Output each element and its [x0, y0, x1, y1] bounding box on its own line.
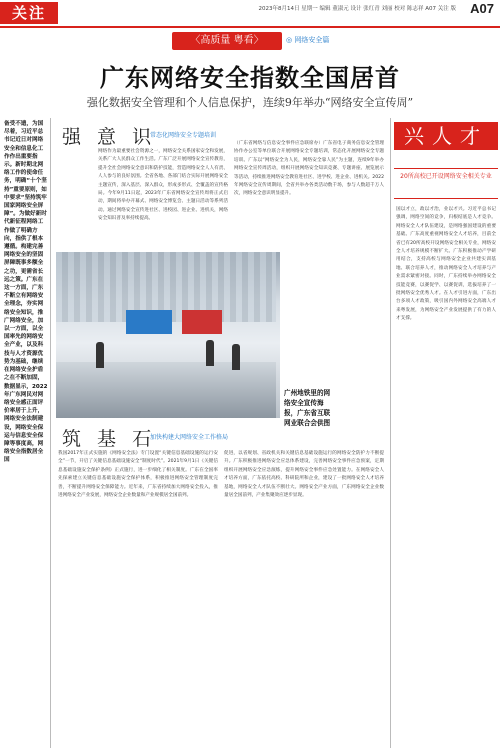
photo-person	[206, 340, 214, 366]
section-subtitle-talent: 20所高校已开设网络安全相关专业	[400, 173, 492, 180]
series-banner	[150, 30, 350, 52]
section-tag: 关注	[0, 2, 58, 24]
photo-person	[96, 342, 104, 368]
section-awareness-col1: 网络作为最重要社会资源之一，网络安全关系国家安全和发展，关系广大人民群众工作生活。广东广泛开展网络安全宣传教育，提升全社会网络安全意识和防护技能，营造网络安全人人有责、人人参与的良好氛围。全省各地、各部门结合实际开展网络安全主题宣传，深入基层、深入群众，形成多形式、全覆盖的宣传格局。今年9月11日起，2023年广东省网络安全宣传周将正式启动，期间将举办开幕式、网络安全博览会、主题日活动等系列活动。通过网络安全宣传进社区、进校园、进企业、进机关，网络安全知识普及率持续提高。	[98, 149, 228, 222]
section-talent-rule-top	[394, 168, 498, 169]
photo-caption: 广州地铁里的网络安全宣传海报，广东省互联网业联合会供图	[284, 389, 331, 427]
page-number: A07	[470, 1, 494, 16]
section-title-foundation: 筑 基 石	[62, 428, 157, 450]
section-subtitle-foundation: 加快构建大网络安全工作格局	[150, 434, 229, 441]
section-title-talent: 兴人才	[394, 122, 498, 150]
lead-sidebar: 备受不遗，为国尽着，习近平总书记近日对网络安全和信息化工作作出重要指示。新时期北网络工作的使命任务，明确“十个坚持”重要原则，如中要求“坚持筑牢国家网络安全屏障”。为做好新时代新征程网络工作做了明确方向，指供了根本遵循。构建完善网络安全的坚固屏障既事多额全之功，更需省长远之策。广东在这一方面，广东不断立有网络安全理念，夯实网络安全知识，推广网络安全，加以一方面，以全国率先的网络安全产业，以及科技与人才资源优势为基础，继续在网络安全护盾之在不断加固，数据显示，2022年广东网民对网络安全感正面评价率居于上升，网络安全法制建设，网络安全保运与信息安全保障等事度高，网络安全指数居全国	[4, 121, 48, 464]
photo-ad-screen-red	[182, 310, 222, 334]
photo-person	[232, 344, 240, 370]
section-talent-rule-bottom	[394, 198, 498, 199]
series-banner-subtitle: ◎ 网络安全篇	[286, 36, 330, 44]
section-foundation-col1: 我国2017年正式实施的《网络安全法》专门设置“关键信息基础设施的运行安全”一节，开启了关键信息基础设施安全“制度时代”。2021年9月1日《关键信息基础设施安全保护条例》正式施行，进一步细化了相关制度。广东在全国率先探索建立关键信息基础设施安全保护体系，积极推进网络安全管理制度完善，不断提升网络安全保障能力。近年来，广东省持续加大网络安全投入，推进网络安全产业发展，网络安全企业数量和产业规模居全国前列。	[58, 451, 218, 499]
photo-floor	[56, 362, 276, 418]
series-banner-title: 〈高质量 粤看〉	[172, 32, 282, 50]
section-awareness-col2: （广东省网络与信息安全事件应急联席办）广东省电子商务信息安全管理协作办公室等单位联合开展网络安全专题培训，常态化开展网络安全专题培训。广东以“网络安全为人民，网络安全靠人民”为主题，连续9年举办网络安全宣传周活动，组织开展网络安全知识竞赛、专题讲座、展览展示等活动，持续推进网络安全教育进社区、进学校、进企业、进机关。2022年网络安全宣传周期间，全省共举办各类活动数千场，参与人数超千万人次，网络安全意识明显提升。	[234, 141, 384, 197]
page-header	[0, 0, 500, 26]
column-divider-right	[390, 118, 391, 748]
article-subheadline: 强化数据安全管理和个人信息保护，连续9年举办“网络安全宣传周”	[86, 96, 414, 109]
photo-ad-screen-blue	[126, 310, 172, 334]
section-subtitle-awareness: 常态化网络安全专题培训	[150, 132, 217, 139]
section-talent-body: 国以才立，政以才治，业以才兴。习近平总书记强调，网络空间的竞争，归根结底是人才竞争。网络安全人才队伍建设，是网络强国建设的重要基础。广东高度重视网络安全人才培养，目前全省已有20所高校开设网络安全相关专业，网络安全人才培养规模不断扩大。广东积极推动产学研用结合，支持高校与网络安全企业共建实训基地、联合培养人才，推动网络安全人才培养与产业需求紧密对接。同时，广东持续举办网络安全技能竞赛，以赛促学、以赛促训，选拔培养了一批网络安全优秀人才。在人才引进方面，广东出台多项人才政策，吸引国内外网络安全高端人才来粤发展，为网络安全产业发展提供了有力的人才支撑。	[396, 207, 496, 322]
subway-poster-photo	[56, 252, 280, 418]
article-headline: 广东网络安全指数全国居首	[100, 63, 400, 92]
header-divider	[0, 26, 500, 28]
section-title-awareness: 强 意 识	[62, 126, 157, 148]
masthead-info: 2023年8月14日 星期一 编辑 董淑元 设计 张红青 刘丽 校对 陈志祥 A07 关注 版	[258, 6, 456, 12]
column-divider-left	[50, 118, 51, 748]
section-foundation-col2: 促进，以省规划、省政机关和关键信息基础设施运行的网络安全防护力不断提升。广东积极推进网络安全应急体系建设，完善网络安全事件应急预案，定期组织开展网络安全应急演练，提升网络安全事件应急处置能力。在网络安全人才培养方面，广东依托高校、科研院所和企业，建设了一批网络安全人才培养基地，网络安全人才队伍不断壮大。网络安全产业方面，广东网络安全企业数量居全国前列，产业集聚效应逐步显现。	[224, 451, 384, 499]
